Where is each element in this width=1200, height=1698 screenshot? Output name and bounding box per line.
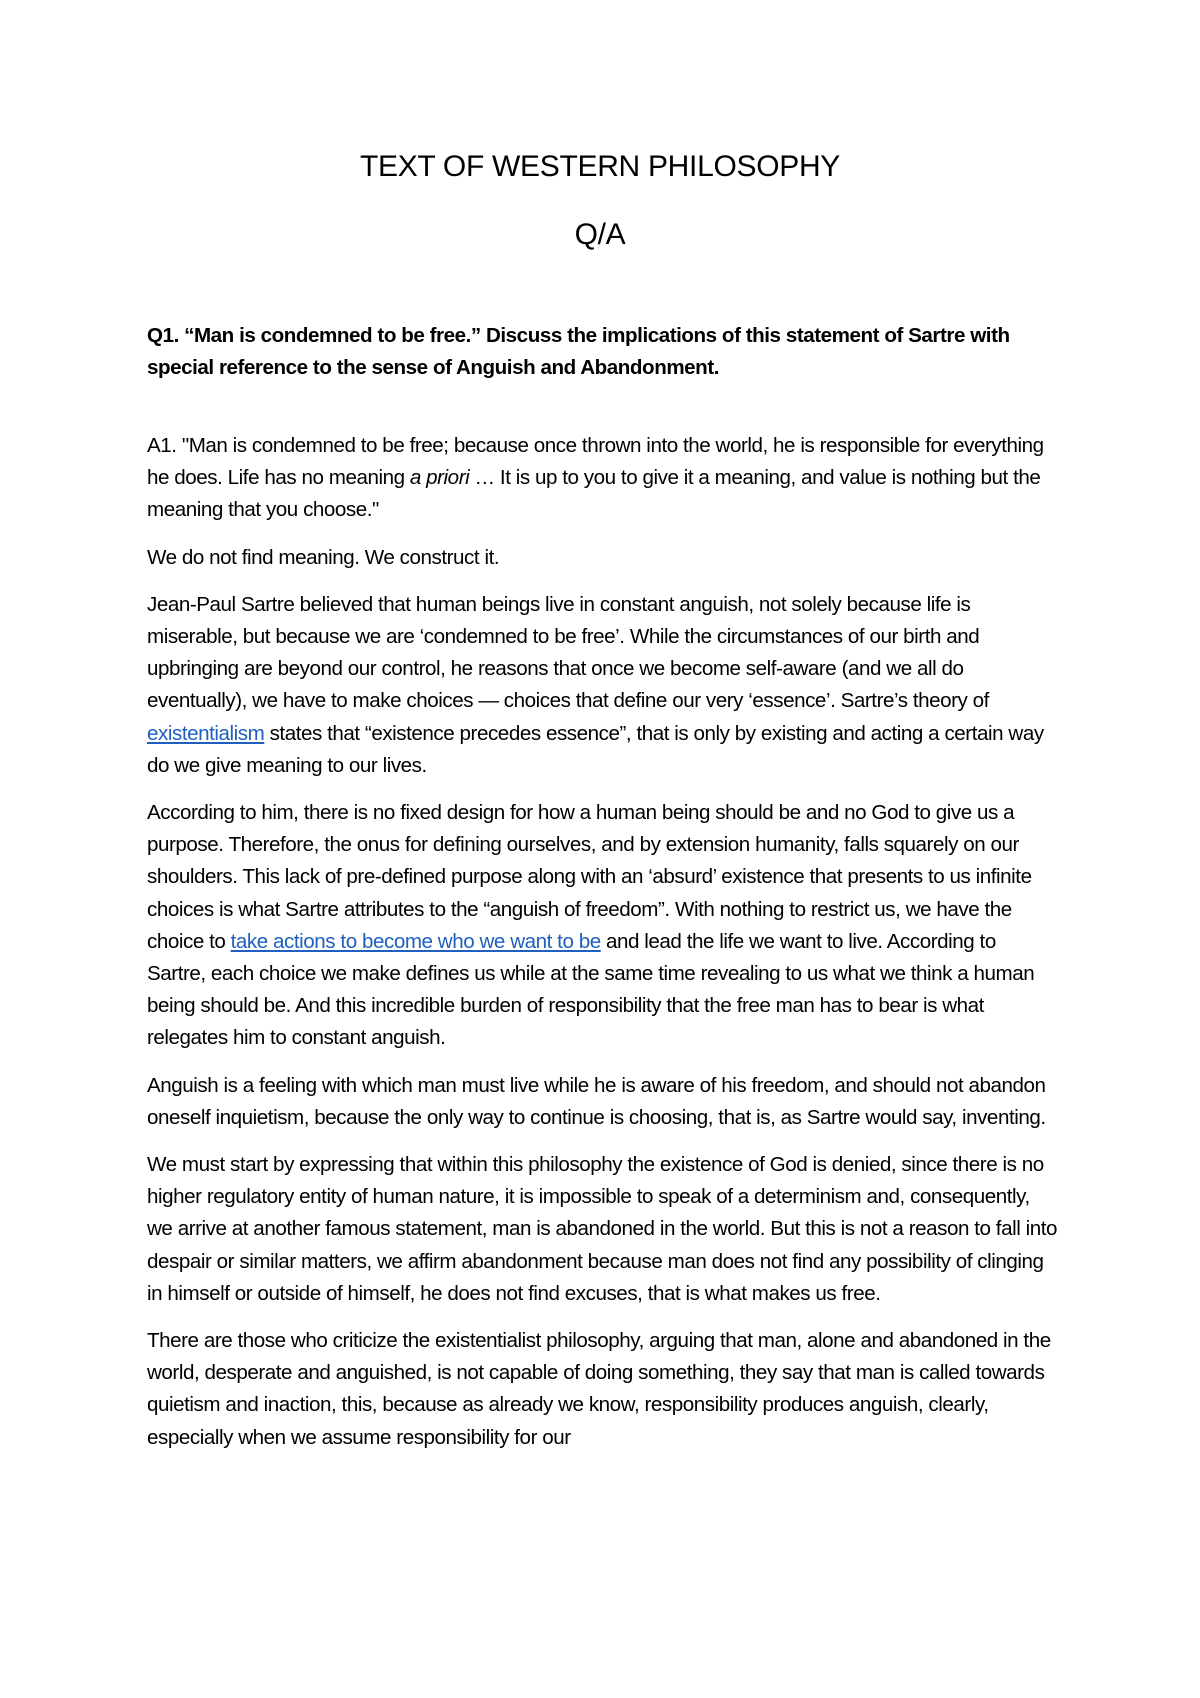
answer-body [147, 430, 1059, 1469]
answer-p3-text-b: states that “existence precedes essence”, that is only by existing and acting a certain way do we give meaning to our lives. [147, 721, 1044, 777]
document-title: TEXT OF WESTERN PHILOSOPHY [359, 150, 841, 183]
answer-paragraph-7: There are those who criticize the existentialist philosophy, arguing that man, alone and abandoned in the world, desperate and anguished, is not capable of doing something, they say that man is called towards quietism and inaction, this, because as already we know, responsibility produces anguish, clearly, especially when we assume responsibility for our [147, 1329, 1051, 1449]
answer-paragraph-2: We do not find meaning. We construct it. [147, 545, 500, 569]
answer-paragraph-1 [147, 430, 1059, 527]
existentialism-link[interactable]: existentialism [147, 721, 265, 745]
answer-p1-text-b: … It is up to you to give it a meaning, and value is nothing but the meaning that you choose." [147, 466, 1041, 522]
question-text: Q1. “Man is condemned to be free.” Discuss the implications of this statement of Sartre with special reference to the sense of Anguish and Abandonment. [147, 324, 1010, 380]
answer-p4-text-a: According to him, there is no fixed design for how a human being should be and no God to give us a purpose. Therefore, the onus for defining ourselves, and by extension humanity, falls squarely on our shoulders. This lack of pre-defined purpose along with an ‘absurd’ existence that presents to us infinite choices is what Sartre attributes to the “anguish of freedom”. With nothing to restrict us, we have the choice to [147, 801, 1032, 953]
answer-paragraph-4 [147, 797, 1059, 1055]
answer-p1-text-a: A1. "Man is condemned to be free; because once thrown into the world, he is responsible for everything he does. Life has no meaning [147, 434, 1044, 490]
answer-p3-text-a: Jean-Paul Sartre believed that human beings live in constant anguish, not solely because life is miserable, but because we are ‘condemned to be free’. While the circumstances of our birth and upbringing are beyond our control, he reasons that once we become self-aware (and we all do eventually), we have to make choices — choices that define our very ‘essence’. Sartre’s theory of [147, 592, 989, 713]
take-actions-link[interactable]: take actions to become who we want to be [230, 929, 601, 953]
answer-paragraph-6: We must start by expressing that within this philosophy the existence of God is denied, since there is no higher regulatory entity of human nature, it is impossible to speak of a determinism and, consequently, we arrive at another famous statement, man is abandoned in the world. But this is not a reason to fall into despair or similar matters, we affirm abandonment because man does not find any possibility of clinging in himself or outside of himself, he does not find excuses, that is what makes us free. [147, 1153, 1057, 1305]
document-subtitle: Q/A [574, 218, 626, 251]
answer-paragraph-5: Anguish is a feeling with which man must live while he is aware of his freedom, and should not abandon oneself inquietism, because the only way to continue is choosing, that is, as Sartre would say, inventing. [147, 1073, 1046, 1129]
answer-p4-text-b: and lead the life we want to live. According to Sartre, each choice we make defines us while at the same time revealing to us what we think a human being should be. And this incredible burden of responsibility that the free man has to bear is what relegates him to constant anguish. [147, 929, 1035, 1050]
a-priori-phrase: a priori [409, 466, 470, 490]
answer-paragraph-3 [147, 589, 1059, 782]
